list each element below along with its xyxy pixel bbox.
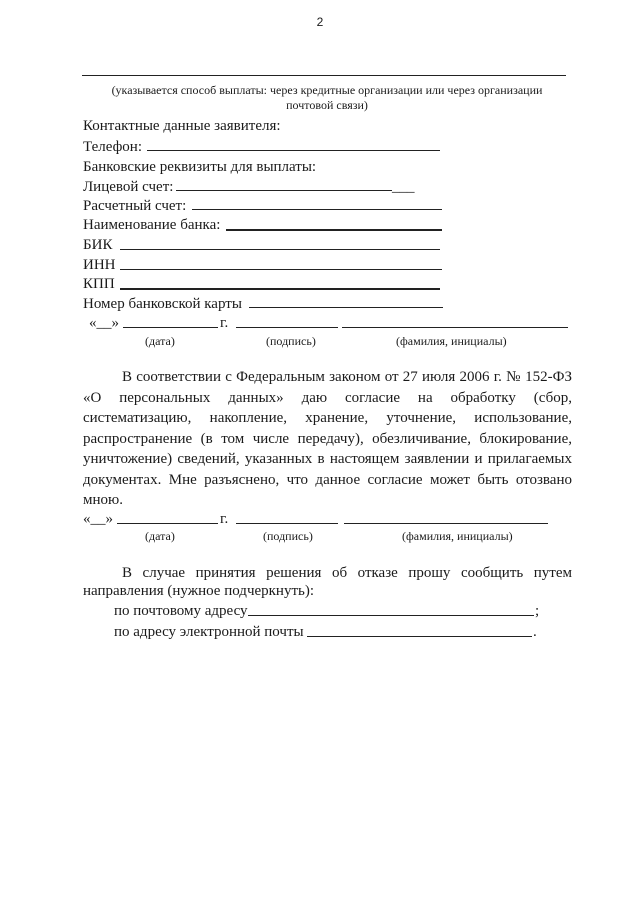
payment-method-caption-2: почтовой связи): [286, 98, 368, 112]
consent-last-line: мною.: [83, 492, 123, 508]
settlement-account-label: Расчетный счет:: [83, 198, 187, 214]
kpp-field[interactable]: [120, 288, 440, 290]
kpp-label: КПП: [83, 276, 115, 292]
email-option-label[interactable]: по адресу электронной почты: [114, 624, 304, 640]
inn-label: ИНН: [83, 257, 116, 273]
sig2-name-field[interactable]: [344, 523, 548, 524]
postal-end: ;: [535, 603, 540, 619]
personal-account-label: Лицевой счет:: [83, 179, 174, 195]
bik-label: БИК: [83, 237, 113, 253]
consent-line-3: систематизацию, накопление, хранение, уточнение, использование,: [83, 410, 572, 426]
card-label: Номер банковской карты: [83, 296, 242, 312]
phone-field[interactable]: [147, 150, 440, 151]
refusal-line-2: направления (нужное подчеркнуть):: [83, 583, 315, 599]
sig2-year-suffix: г.: [220, 511, 229, 527]
bik-field[interactable]: [120, 249, 440, 250]
bank-heading: Банковские реквизиты для выплаты:: [83, 159, 317, 175]
card-field[interactable]: [249, 307, 443, 308]
consent-line-2: «О персональных данных» даю согласие на обработку (сбор,: [83, 390, 572, 406]
inn-field[interactable]: [120, 269, 442, 270]
sig2-name-caption: (фамилия, инициалы): [402, 529, 513, 543]
page-number: 2: [316, 15, 324, 29]
sig1-date-prefix: «__»: [89, 315, 119, 331]
email-address-field[interactable]: [307, 636, 532, 637]
sig2-signature-caption: (подпись): [263, 529, 313, 543]
sig1-signature-caption: (подпись): [266, 334, 316, 348]
bank-name-field[interactable]: [226, 229, 442, 231]
sig2-date-prefix: «__»: [83, 511, 113, 527]
sig1-name-caption: (фамилия, инициалы): [396, 334, 507, 348]
contacts-heading: Контактные данные заявителя:: [83, 118, 281, 134]
sig2-date-caption: (дата): [145, 529, 175, 543]
bank-name-label: Наименование банка:: [83, 217, 221, 233]
consent-line-4: распространение (в том числе передачу), обезличивание, блокирование,: [83, 431, 572, 447]
refusal-line-1: В случае принятия решения об отказе прошу сообщить путем: [122, 565, 572, 581]
sig2-date-field[interactable]: [117, 523, 218, 524]
payment-method-caption-1: (указывается способ выплаты: через кредитные организации или через организации: [111, 83, 543, 97]
sig1-name-field[interactable]: [342, 327, 568, 328]
consent-line-6: документах. Мне разъяснено, что данное согласие может быть отозвано: [83, 472, 572, 488]
personal-account-tail: ___: [392, 179, 415, 195]
consent-line-1: В соответствии с Федеральным законом от 27 июля 2006 г. № 152-ФЗ: [122, 369, 572, 385]
consent-line-5: уничтожение) сведений, указанных в настоящем заявлении и прилагаемых: [83, 451, 572, 467]
settlement-account-field[interactable]: [192, 209, 442, 210]
sig1-year-suffix: г.: [220, 315, 229, 331]
postal-address-field[interactable]: [248, 615, 534, 616]
email-end: .: [533, 624, 537, 640]
sig1-date-field[interactable]: [123, 327, 218, 328]
postal-option-label[interactable]: по почтовому адресу: [114, 603, 248, 619]
personal-account-field[interactable]: [176, 190, 392, 191]
payment-method-line[interactable]: [82, 75, 566, 76]
phone-label: Телефон:: [83, 139, 142, 155]
sig2-signature-field[interactable]: [236, 523, 338, 524]
sig1-date-caption: (дата): [145, 334, 175, 348]
sig1-signature-field[interactable]: [236, 327, 338, 328]
